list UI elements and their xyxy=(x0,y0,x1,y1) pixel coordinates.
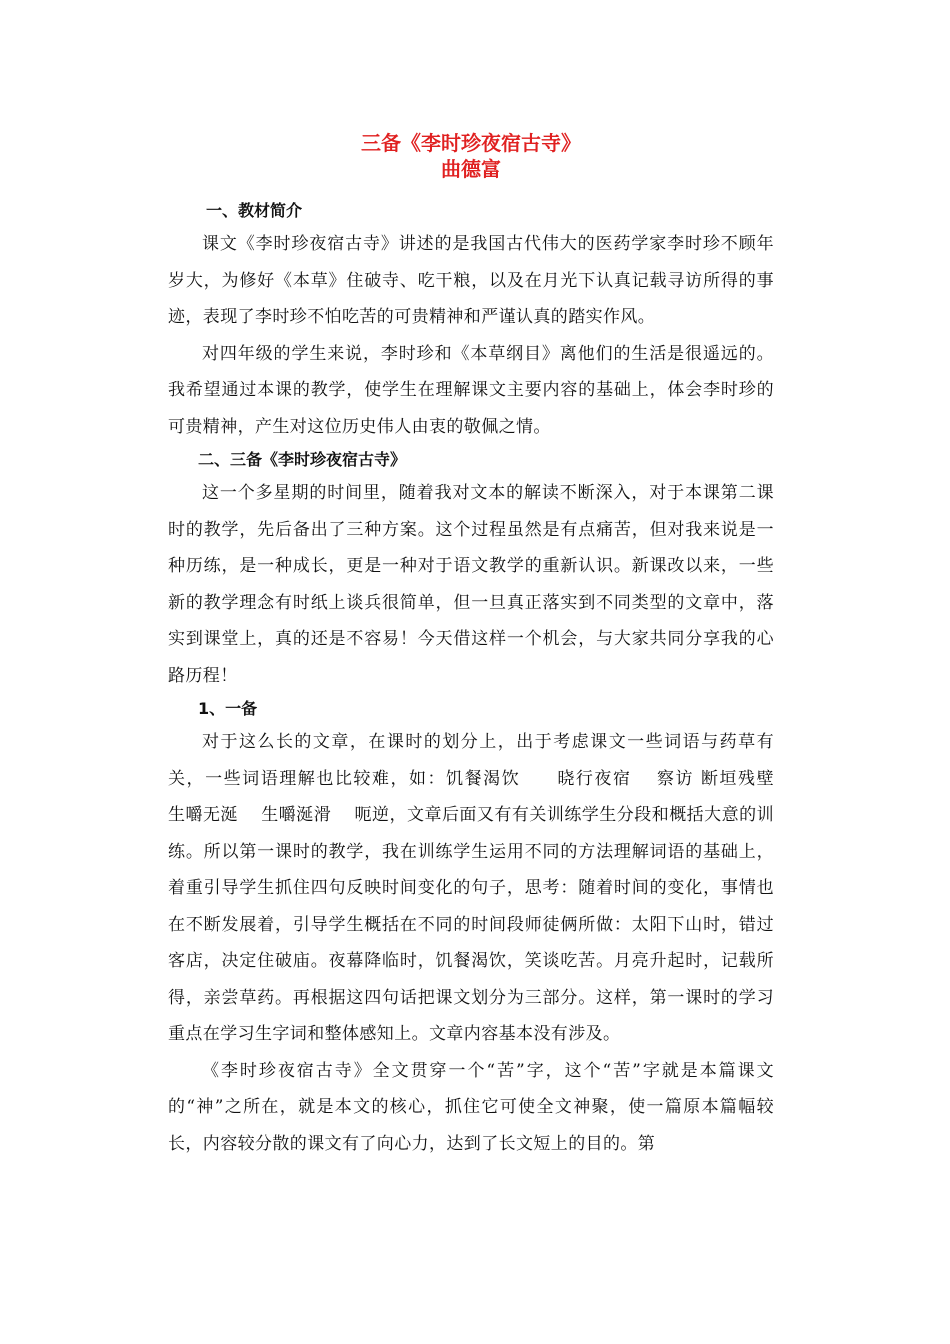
section-1-paragraph-2: 对四年级的学生来说，李时珍和《本草纲目》离他们的生活是很遥远的。我希望通过本课的教学，使学生在理解课文主要内容的基础上，体会李时珍的可贵精神，产生对这位历史伟人由衷的敬佩之情。 xyxy=(168,343,774,437)
section-3-paragraph-1: 对于这么长的文章，在课时的划分上，出于考虑课文一些词语与药草有关，一些词语理解也比较难，如：饥餐渴饮 晓行夜宿 察访 断垣残壁 生嚼无涎 生嚼涎滑 呃逆，文章后面又有有关训练学生分段和概括大意的训练。所以第一课时的教学，我在训练学生运用不同的方法理解词语的基础上，着重引导学生抓住四句反映时间变化的句子，思考：随着时间的变化，事情也在不断发展着，引导学生概括在不同的时间段师徒俩所做：太阳下山时，错过客店，决定住破庙。夜幕降临时，饥餐渴饮，笑谈吃苦。月亮升起时，记载所得，亲尝草药。再根据这四句话把课文划分为三部分。这样，第一课时的学习重点在学习生字词和整体感知上。文章内容基本没有涉及。 xyxy=(168,732,798,1044)
document-author: 曲德富 xyxy=(441,157,501,181)
section-heading-3: 1、一备 xyxy=(198,699,258,718)
section-heading-2: 二、三备《李时珍夜宿古寺》 xyxy=(198,450,407,469)
section-1-paragraph-1: 课文《李时珍夜宿古寺》讲述的是我国古代伟大的医药学家李时珍不顾年岁大，为修好《本草》住破寺、吃干粮，以及在月光下认真记载寻访所得的事迹，表现了李时珍不怕吃苦的可贵精神和严谨认真的踏实作风。 xyxy=(168,234,774,327)
document-title: 三备《李时珍夜宿古寺》 xyxy=(361,131,581,155)
section-2-paragraph-1: 这一个多星期的时间里，随着我对文本的解读不断深入，对于本课第二课时的教学，先后备出了三种方案。这个过程虽然是有点痛苦，但对我来说是一种历练，是一种成长，更是一种对于语文教学的重新认识。新课改以来，一些新的教学理念有时纸上谈兵很简单，但一旦真正落实到不同类型的文章中，落实到课堂上，真的还是不容易！今天借这样一个机会，与大家共同分享我的心路历程！ xyxy=(168,483,774,686)
section-3-paragraph-2: 《李时珍夜宿古寺》全文贯穿一个“苦”字，这个“苦”字就是本篇课文的“神”之所在，就是本文的核心，抓住它可使全文神聚，使一篇原本篇幅较长，内容较分散的课文有了向心力，达到了长文短上的目的。第 xyxy=(168,1060,774,1154)
section-heading-1: 一、教材简介 xyxy=(206,201,303,220)
document-body xyxy=(168,196,798,1162)
